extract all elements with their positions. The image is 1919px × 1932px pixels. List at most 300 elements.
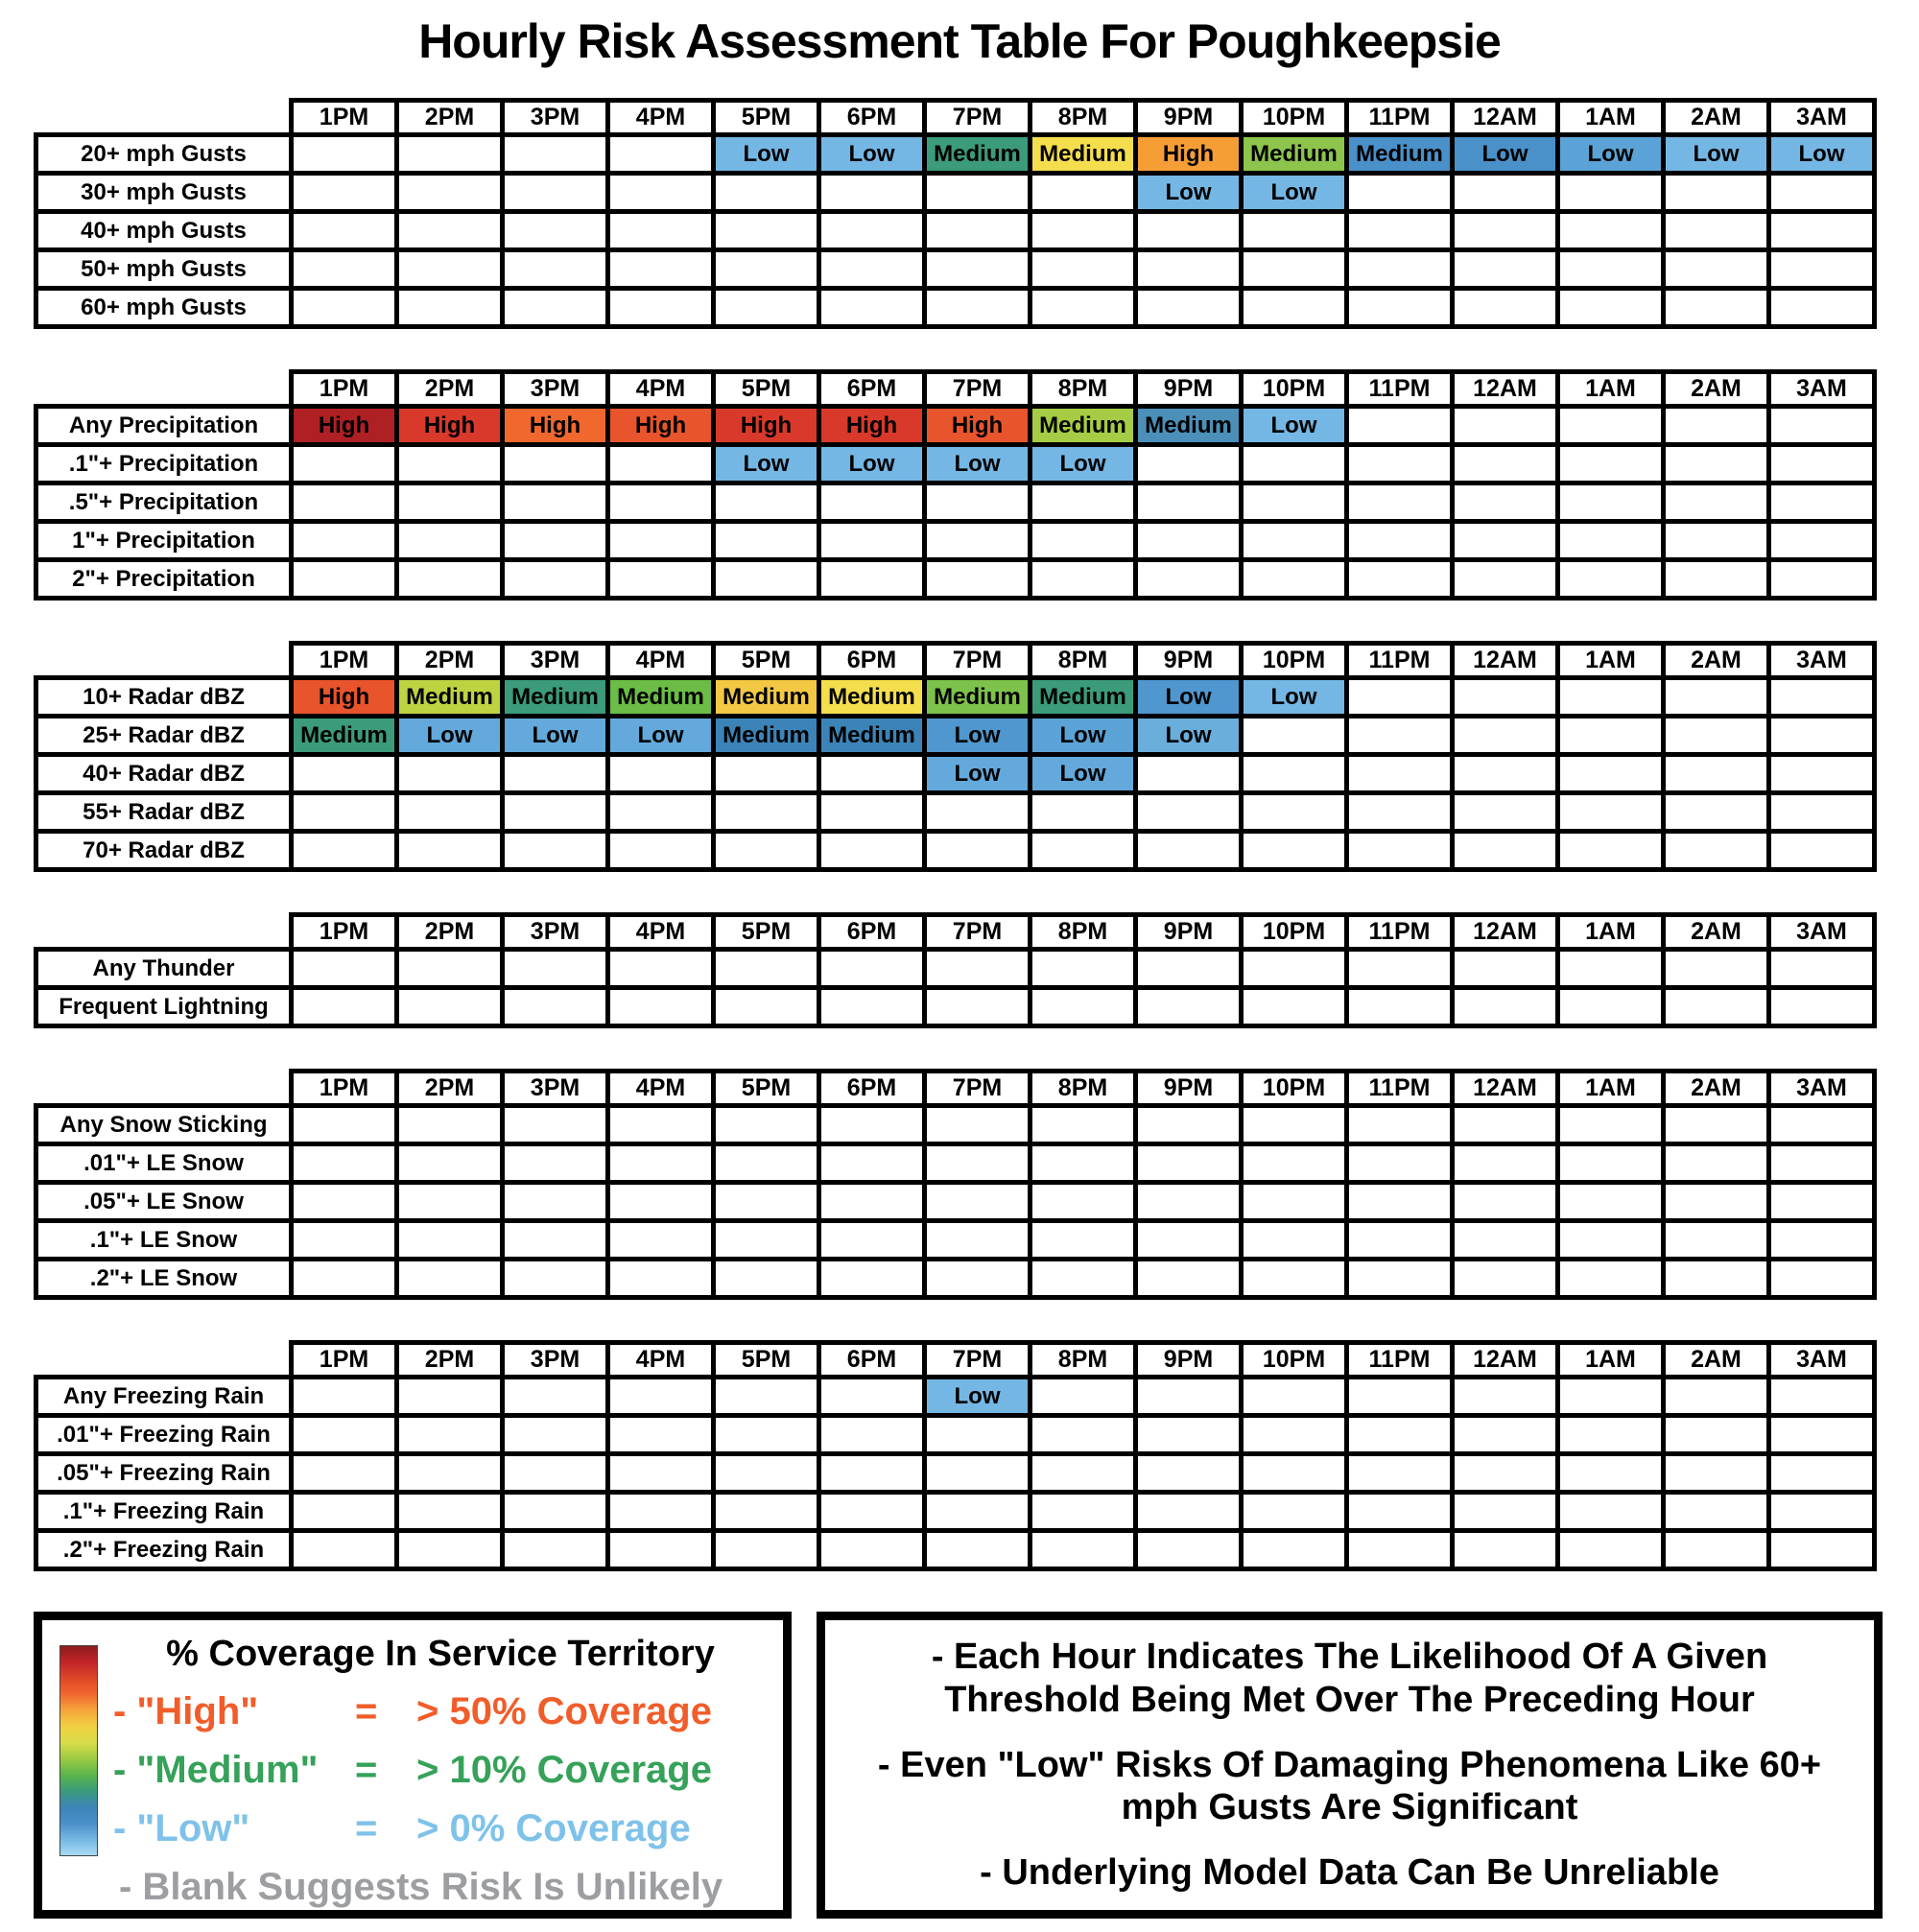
risk-cell [1664, 1183, 1769, 1221]
risk-cell [819, 1378, 925, 1416]
risk-cell: High [397, 407, 503, 445]
risk-cell [608, 1183, 714, 1221]
risk-cell [1558, 1183, 1664, 1221]
risk-cell [503, 1183, 608, 1221]
risk-cell [292, 988, 397, 1026]
risk-cell [1769, 212, 1875, 250]
risk-cell [925, 1454, 1031, 1493]
risk-cell [1664, 174, 1769, 212]
risk-cell: Medium [292, 717, 397, 755]
risk-cell [1242, 289, 1347, 327]
risk-cell [925, 1493, 1031, 1531]
risk-cell [1347, 407, 1453, 445]
row-label: .1"+ Precipitation [36, 445, 292, 483]
risk-cell [1558, 1106, 1664, 1144]
risk-cell [925, 1221, 1031, 1260]
risk-cell [608, 250, 714, 289]
risk-cell [1136, 483, 1242, 522]
hour-header: 7PM [925, 1072, 1031, 1106]
risk-cell [714, 1221, 819, 1260]
risk-cell [503, 832, 608, 870]
risk-cell [819, 950, 925, 988]
risk-cell: Medium [925, 135, 1031, 174]
risk-cell: Low [1242, 678, 1347, 717]
hour-header: 3PM [503, 1072, 608, 1106]
hour-header: 7PM [925, 644, 1031, 678]
risk-cell [1453, 483, 1558, 522]
risk-cell [292, 755, 397, 793]
row-label: 40+ Radar dBZ [36, 755, 292, 793]
risk-cell [1242, 1183, 1347, 1221]
risk-cell [1558, 1260, 1664, 1298]
risk-cell [503, 1106, 608, 1144]
hour-header: 6PM [819, 1072, 925, 1106]
risk-cell [1136, 793, 1242, 832]
risk-cell [1242, 560, 1347, 599]
risk-cell [503, 988, 608, 1026]
risk-cell [1769, 1183, 1875, 1221]
hour-header: 3AM [1769, 372, 1875, 407]
risk-cell [925, 1144, 1031, 1183]
risk-cell [1558, 1416, 1664, 1454]
hour-header: 4PM [608, 644, 714, 678]
risk-cell [1769, 1221, 1875, 1260]
risk-cell [925, 1531, 1031, 1569]
risk-cell [714, 1106, 819, 1144]
hour-header: 2PM [397, 1343, 503, 1378]
risk-cell [1769, 250, 1875, 289]
hour-header: 5PM [714, 372, 819, 407]
risk-cell [1453, 678, 1558, 717]
hour-header: 8PM [1031, 1343, 1136, 1378]
risk-cell [1664, 1454, 1769, 1493]
risk-cell [503, 950, 608, 988]
row-label: 20+ mph Gusts [36, 135, 292, 174]
risk-cell [1769, 289, 1875, 327]
hours-header-row [36, 372, 1875, 407]
risk-cell [1136, 1183, 1242, 1221]
risk-cell [608, 1221, 714, 1260]
risk-cell [1136, 1531, 1242, 1569]
hour-header: 12AM [1453, 1343, 1558, 1378]
row-label: .1"+ LE Snow [36, 1221, 292, 1260]
table-row [36, 988, 1875, 1026]
risk-cell [1347, 1378, 1453, 1416]
risk-cell [1242, 250, 1347, 289]
risk-cell [714, 289, 819, 327]
risk-cell [608, 793, 714, 832]
risk-cell [1347, 1493, 1453, 1531]
hour-header: 2AM [1664, 372, 1769, 407]
risk-cell [1031, 1378, 1136, 1416]
risk-cell [292, 1531, 397, 1569]
risk-cell: Low [925, 755, 1031, 793]
hour-header: 3AM [1769, 915, 1875, 950]
risk-cell: High [925, 407, 1031, 445]
table-row [36, 1183, 1875, 1221]
risk-cell [608, 832, 714, 870]
hour-header: 3PM [503, 372, 608, 407]
table-row [36, 1531, 1875, 1569]
risk-cell [292, 174, 397, 212]
risk-cell [714, 1260, 819, 1298]
risk-cell: Low [1031, 717, 1136, 755]
corner-spacer [36, 644, 292, 678]
risk-cell [1136, 289, 1242, 327]
hour-header: 9PM [1136, 372, 1242, 407]
risk-cell [397, 445, 503, 483]
hour-header: 8PM [1031, 372, 1136, 407]
risk-cell [503, 135, 608, 174]
hours-header-row [36, 644, 1875, 678]
risk-cell [1031, 793, 1136, 832]
risk-table-freezing-rain [34, 1340, 1877, 1571]
corner-spacer [36, 1072, 292, 1106]
risk-cell [1558, 1378, 1664, 1416]
row-label: 30+ mph Gusts [36, 174, 292, 212]
risk-cell: Low [1558, 135, 1664, 174]
risk-cell [1347, 793, 1453, 832]
risk-cell [714, 950, 819, 988]
risk-cell [925, 1260, 1031, 1298]
risk-table-precipitation [34, 369, 1877, 601]
hour-header: 1AM [1558, 915, 1664, 950]
risk-cell [292, 1183, 397, 1221]
risk-cell [292, 560, 397, 599]
risk-cell [925, 1183, 1031, 1221]
risk-cell [292, 445, 397, 483]
table-row [36, 522, 1875, 560]
hour-header: 9PM [1136, 1072, 1242, 1106]
risk-cell [292, 1106, 397, 1144]
hour-header: 5PM [714, 101, 819, 135]
risk-cell: Medium [608, 678, 714, 717]
risk-cell [1347, 1531, 1453, 1569]
hour-header: 5PM [714, 1072, 819, 1106]
hour-header: 6PM [819, 101, 925, 135]
hour-header: 2AM [1664, 101, 1769, 135]
risk-cell [608, 1144, 714, 1183]
risk-cell [1453, 988, 1558, 1026]
risk-cell [819, 755, 925, 793]
risk-cell [1031, 289, 1136, 327]
risk-cell: Low [397, 717, 503, 755]
risk-cell [292, 793, 397, 832]
risk-cell: Medium [714, 717, 819, 755]
risk-cell [1347, 1144, 1453, 1183]
risk-cell [503, 1531, 608, 1569]
risk-cell: Medium [397, 678, 503, 717]
risk-cell [1242, 1260, 1347, 1298]
risk-cell [397, 1183, 503, 1221]
risk-cell [1453, 1416, 1558, 1454]
risk-cell [1031, 560, 1136, 599]
risk-cell [1347, 1221, 1453, 1260]
risk-cell [608, 289, 714, 327]
risk-cell [714, 832, 819, 870]
risk-cell [1453, 445, 1558, 483]
risk-cell [819, 289, 925, 327]
risk-cell [925, 832, 1031, 870]
risk-cell [292, 1416, 397, 1454]
risk-cell [292, 1378, 397, 1416]
risk-cell: Low [925, 1378, 1031, 1416]
risk-cell [397, 483, 503, 522]
risk-cell [1664, 678, 1769, 717]
risk-cell [397, 1260, 503, 1298]
table-row [36, 1378, 1875, 1416]
hour-header: 9PM [1136, 644, 1242, 678]
risk-cell [1453, 950, 1558, 988]
risk-cell [714, 174, 819, 212]
risk-cell [819, 1531, 925, 1569]
hour-header: 4PM [608, 915, 714, 950]
hour-header: 10PM [1242, 372, 1347, 407]
row-label: Any Snow Sticking [36, 1106, 292, 1144]
risk-cell [1347, 1454, 1453, 1493]
risk-cell [1664, 1144, 1769, 1183]
hour-header: 11PM [1347, 101, 1453, 135]
risk-cell [714, 755, 819, 793]
row-label: 60+ mph Gusts [36, 289, 292, 327]
risk-cell [1347, 1183, 1453, 1221]
risk-cell [1347, 717, 1453, 755]
risk-table-wind-gusts [34, 98, 1877, 329]
risk-cell [1031, 1106, 1136, 1144]
risk-cell [1136, 988, 1242, 1026]
hour-header: 1AM [1558, 101, 1664, 135]
table-row [36, 212, 1875, 250]
risk-cell [397, 174, 503, 212]
hour-header: 12AM [1453, 101, 1558, 135]
row-label: Any Precipitation [36, 407, 292, 445]
legend-low-label: - "Low" [113, 1806, 250, 1850]
risk-cell: Low [1136, 678, 1242, 717]
legend-title: % Coverage In Service Territory [166, 1634, 715, 1674]
risk-cell [397, 289, 503, 327]
risk-cell [1031, 832, 1136, 870]
row-label: Any Thunder [36, 950, 292, 988]
table-row [36, 950, 1875, 988]
risk-cell [1136, 1106, 1242, 1144]
risk-cell [292, 1454, 397, 1493]
risk-cell [608, 560, 714, 599]
risk-cell [397, 988, 503, 1026]
risk-cell [503, 483, 608, 522]
risk-cell [1453, 174, 1558, 212]
hours-header-row [36, 101, 1875, 135]
risk-cell [925, 212, 1031, 250]
hour-header: 7PM [925, 1343, 1031, 1378]
hour-header: 3AM [1769, 1072, 1875, 1106]
legend-low-value: > 0% Coverage [416, 1806, 691, 1850]
risk-cell [1242, 793, 1347, 832]
risk-cell [714, 483, 819, 522]
risk-cell [1453, 1531, 1558, 1569]
risk-cell [1242, 212, 1347, 250]
hour-header: 1PM [292, 915, 397, 950]
hour-header: 2PM [397, 101, 503, 135]
row-label: 1"+ Precipitation [36, 522, 292, 560]
risk-cell [1242, 522, 1347, 560]
risk-cell [819, 1183, 925, 1221]
risk-cell [1031, 1416, 1136, 1454]
risk-cell [819, 1260, 925, 1298]
hour-header: 1PM [292, 372, 397, 407]
hour-header: 5PM [714, 915, 819, 950]
risk-cell [1242, 832, 1347, 870]
risk-cell [1031, 1183, 1136, 1221]
risk-cell [1558, 755, 1664, 793]
risk-cell [1136, 950, 1242, 988]
risk-cell [1453, 212, 1558, 250]
risk-cell [714, 522, 819, 560]
risk-cell [714, 988, 819, 1026]
risk-cell [1664, 522, 1769, 560]
hours-header-row [36, 1343, 1875, 1378]
risk-cell [1558, 250, 1664, 289]
hour-header: 12AM [1453, 1072, 1558, 1106]
risk-cell [503, 289, 608, 327]
risk-cell [608, 1493, 714, 1531]
risk-cell [1453, 1106, 1558, 1144]
risk-cell: High [292, 678, 397, 717]
risk-cell [1347, 445, 1453, 483]
risk-cell: Medium [1136, 407, 1242, 445]
risk-cell [714, 1454, 819, 1493]
risk-cell [1769, 1493, 1875, 1531]
table-row [36, 1221, 1875, 1260]
risk-cell [1347, 250, 1453, 289]
risk-cell [1558, 988, 1664, 1026]
risk-cell [1453, 1144, 1558, 1183]
risk-cell: Low [1031, 755, 1136, 793]
risk-cell [397, 560, 503, 599]
risk-cell [397, 755, 503, 793]
legend-low-equals: = [355, 1806, 378, 1850]
legend-box [34, 1612, 792, 1919]
hour-header: 9PM [1136, 1343, 1242, 1378]
risk-cell [1453, 522, 1558, 560]
hour-header: 1AM [1558, 372, 1664, 407]
row-label: 50+ mph Gusts [36, 250, 292, 289]
risk-cell [503, 793, 608, 832]
hour-header: 12AM [1453, 644, 1558, 678]
risk-cell [1031, 1493, 1136, 1531]
table-row [36, 1454, 1875, 1493]
risk-cell [1664, 407, 1769, 445]
risk-cell [714, 793, 819, 832]
risk-cell [1031, 950, 1136, 988]
risk-cell [503, 174, 608, 212]
risk-cell [1664, 1221, 1769, 1260]
hour-header: 11PM [1347, 372, 1453, 407]
risk-cell [1558, 483, 1664, 522]
row-label: .1"+ Freezing Rain [36, 1493, 292, 1531]
risk-cell [292, 289, 397, 327]
risk-cell [714, 1416, 819, 1454]
risk-cell [1347, 678, 1453, 717]
note-model-data: - Underlying Model Data Can Be Unreliable [980, 1852, 1719, 1894]
risk-cell [819, 832, 925, 870]
hour-header: 9PM [1136, 101, 1242, 135]
risk-cell [397, 950, 503, 988]
risk-cell [1769, 717, 1875, 755]
hour-header: 2AM [1664, 644, 1769, 678]
hour-header: 9PM [1136, 915, 1242, 950]
hour-header: 6PM [819, 915, 925, 950]
risk-cell: High [503, 407, 608, 445]
table-row [36, 250, 1875, 289]
legend-high-equals: = [355, 1689, 378, 1732]
risk-cell [292, 1221, 397, 1260]
table-row [36, 1106, 1875, 1144]
risk-cell [1558, 212, 1664, 250]
legend-medium-label: - "Medium" [113, 1748, 319, 1791]
risk-cell [819, 793, 925, 832]
risk-cell [397, 1454, 503, 1493]
risk-cell [1664, 560, 1769, 599]
legend-row-high [113, 1688, 768, 1734]
legend-row-low [113, 1805, 768, 1851]
risk-cell [1558, 950, 1664, 988]
risk-cell [397, 135, 503, 174]
risk-cell [1031, 483, 1136, 522]
risk-cell [1558, 1531, 1664, 1569]
hour-header: 6PM [819, 644, 925, 678]
hour-header: 6PM [819, 372, 925, 407]
hour-header: 1AM [1558, 1343, 1664, 1378]
hour-header: 7PM [925, 915, 1031, 950]
table-row [36, 1144, 1875, 1183]
risk-cell [819, 988, 925, 1026]
risk-cell [925, 1106, 1031, 1144]
coverage-gradient-bar [59, 1645, 98, 1856]
risk-cell [608, 1454, 714, 1493]
corner-spacer [36, 101, 292, 135]
risk-cell [714, 1144, 819, 1183]
risk-cell [1769, 522, 1875, 560]
risk-cell [1031, 1454, 1136, 1493]
hour-header: 8PM [1031, 101, 1136, 135]
risk-cell [1031, 1531, 1136, 1569]
hour-header: 4PM [608, 1343, 714, 1378]
row-label: .2"+ LE Snow [36, 1260, 292, 1298]
risk-cell [1664, 832, 1769, 870]
risk-cell [292, 135, 397, 174]
risk-cell [1664, 988, 1769, 1026]
risk-cell [397, 793, 503, 832]
risk-cell [714, 560, 819, 599]
risk-cell [1136, 212, 1242, 250]
risk-cell [1664, 445, 1769, 483]
risk-cell [503, 445, 608, 483]
risk-cell [1664, 1106, 1769, 1144]
risk-cell [503, 1493, 608, 1531]
hour-header: 3AM [1769, 644, 1875, 678]
risk-cell: High [292, 407, 397, 445]
risk-cell: Low [819, 135, 925, 174]
risk-cell: Low [608, 717, 714, 755]
risk-cell [1769, 445, 1875, 483]
row-label: 40+ mph Gusts [36, 212, 292, 250]
hour-header: 7PM [925, 372, 1031, 407]
row-label: 70+ Radar dBZ [36, 832, 292, 870]
risk-cell [1664, 793, 1769, 832]
risk-cell [1242, 1378, 1347, 1416]
risk-cell [1242, 717, 1347, 755]
hour-header: 10PM [1242, 1343, 1347, 1378]
